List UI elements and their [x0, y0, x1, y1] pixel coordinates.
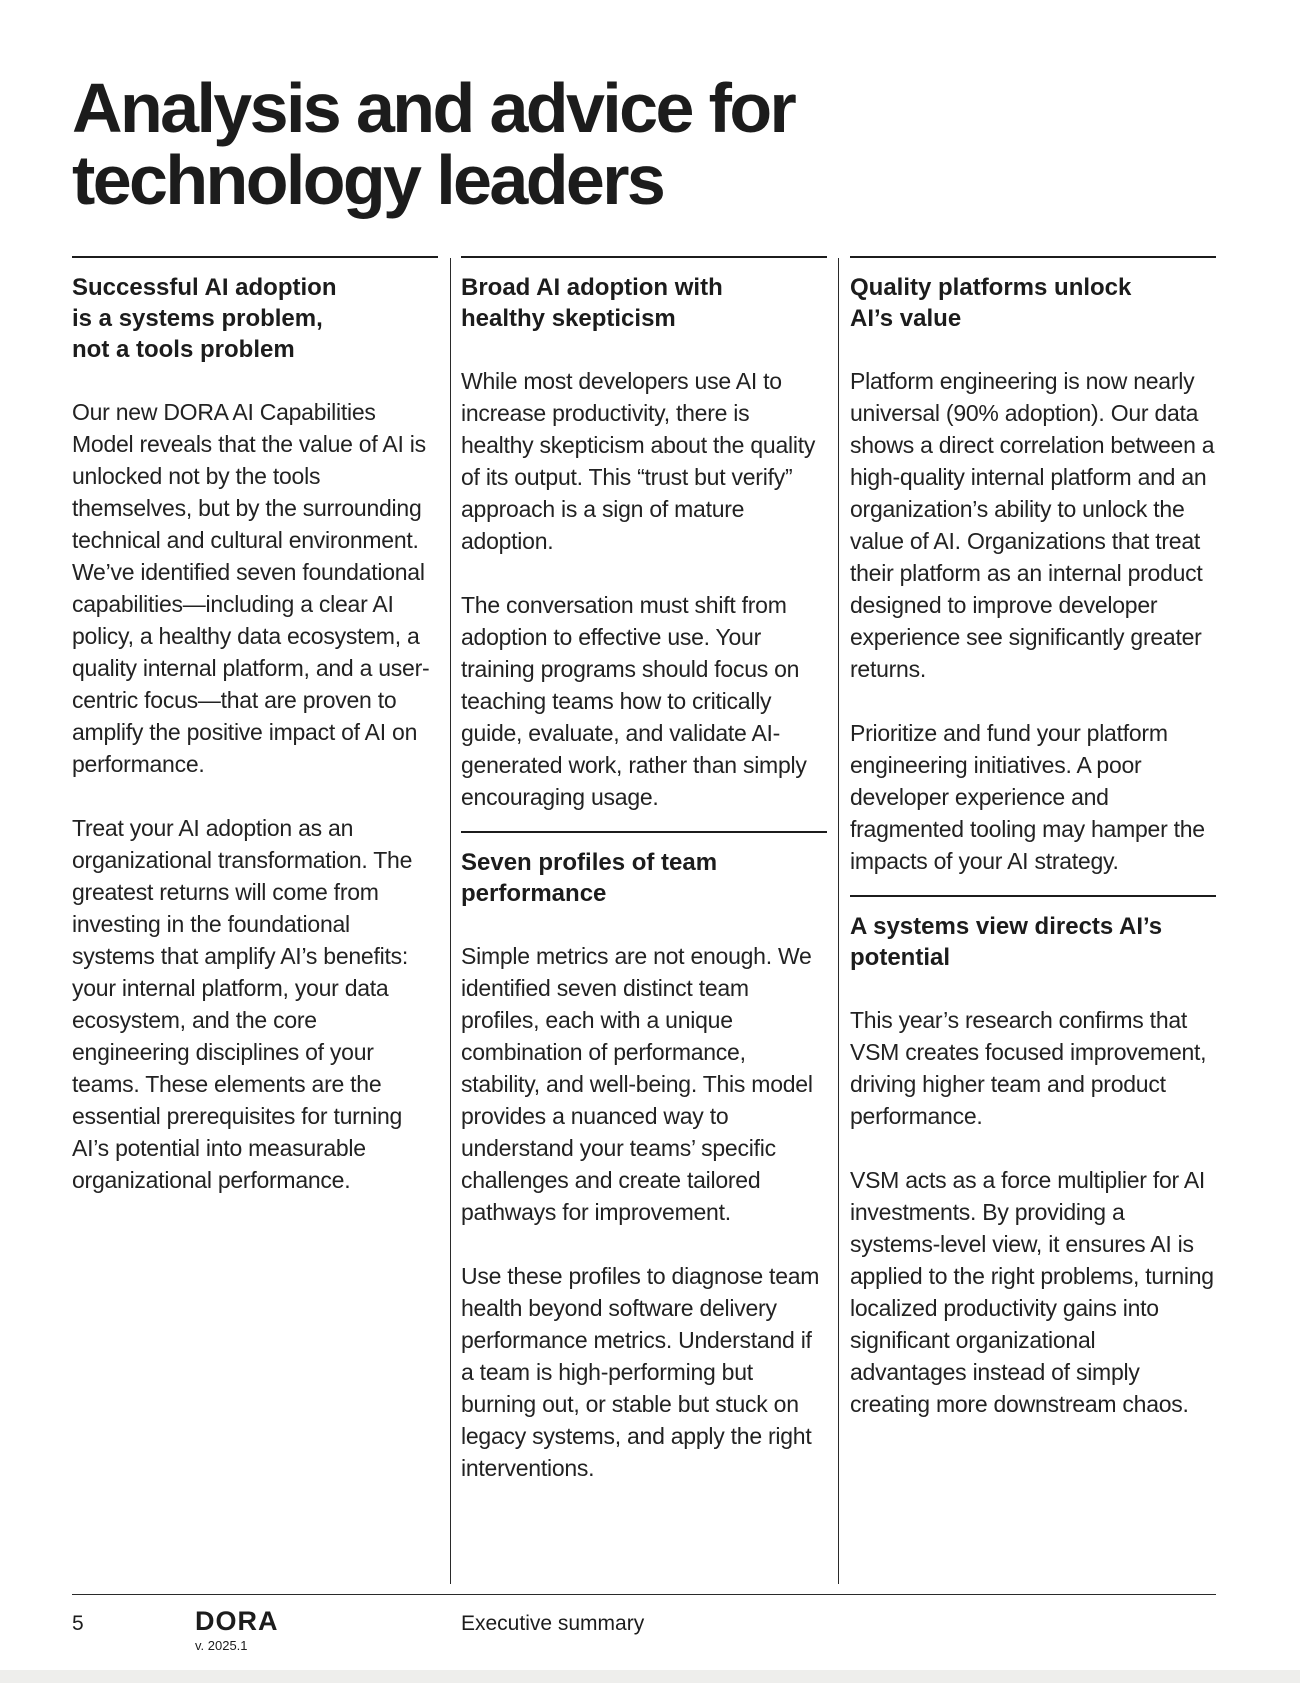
section-heading-line: Broad AI adoption with — [461, 274, 723, 301]
section-heading-line: AI’s value — [850, 305, 962, 332]
section-paragraph: Treat your AI adoption as an organizational transformation. The greatest returns will come from investing in the foundational systems that amplify AI’s benefits: your internal platform, your data ecosystem, and the core engineering disciplines of your teams. These elements are the essential prerequisites for turning AI’s potential into measurable organizational performance. — [72, 815, 413, 1193]
section-heading — [850, 272, 1216, 334]
page-number: 5 — [72, 1612, 84, 1635]
section-heading-line: potential — [850, 944, 950, 971]
section-paragraph: While most developers use AI to increase productivity, there is healthy skepticism about the quality of its output. This “trust but verify” approach is a sign of mature adoption. — [461, 368, 816, 554]
brand-version: v. 2025.1 — [195, 1638, 248, 1653]
section-heading-line: performance — [461, 880, 607, 907]
footer-section-label: Executive summary — [461, 1612, 645, 1635]
section-ai-adoption-systems — [72, 258, 438, 1196]
section-paragraph: Use these profiles to diagnose team health beyond software delivery performance metrics. Understand if a team is high-performing but burning out, or stable but stuck on legacy systems, and apply the right interventions. — [461, 1263, 820, 1481]
column-3 — [850, 256, 1216, 1420]
section-heading — [72, 272, 438, 365]
section-paragraph: Simple metrics are not enough. We identified seven distinct team profiles, each with a unique combination of performance, stability, and well-being. This model provides a nuanced way to understand your teams’ specific challenges and create tailored pathways for improvement. — [461, 943, 813, 1225]
section-paragraph: Prioritize and fund your platform engineering initiatives. A poor developer experience and fragmented tooling may hamper the impacts of your AI strategy. — [850, 720, 1205, 874]
viewer-background — [0, 1670, 1300, 1683]
section-heading-line: Successful AI adoption — [72, 274, 337, 301]
section-paragraph: Our new DORA AI Capabilities Model reveals that the value of AI is unlocked not by the tools themselves, but by the surrounding technical and cultural environment. We’ve identified seven foundational capabilities—including a clear AI policy, a healthy data ecosystem, a quality internal platform, and a user-centric focus—that are proven to amplify the positive impact of AI on performance. — [72, 399, 430, 777]
section-broad-ai-adoption — [461, 258, 827, 813]
dora-logo — [195, 1606, 279, 1653]
column-1 — [72, 256, 438, 1196]
section-quality-platforms — [850, 258, 1216, 877]
section-systems-view — [850, 895, 1216, 1420]
column-divider — [450, 258, 451, 1584]
section-paragraph: The conversation must shift from adoption to effective use. Your training programs should focus on teaching teams how to critically guide, evaluate, and validate AI-generated work, rather than simply encouraging usage. — [461, 592, 807, 810]
section-heading — [461, 847, 827, 909]
section-heading-line: A systems view directs AI’s — [850, 913, 1163, 940]
section-heading — [850, 911, 1216, 973]
footer-divider — [72, 1594, 1216, 1595]
section-heading-line: healthy skepticism — [461, 305, 676, 332]
page-title-line: Analysis and advice for — [72, 69, 795, 147]
column-2 — [461, 256, 827, 1484]
section-heading — [461, 272, 827, 334]
brand-name: DORA — [195, 1606, 279, 1636]
section-paragraph: This year’s research confirms that VSM creates focused improvement, driving higher team and product performance. — [850, 1007, 1207, 1129]
section-heading-line: Seven profiles of team — [461, 849, 718, 876]
section-seven-profiles — [461, 831, 827, 1484]
page-title — [72, 69, 972, 219]
page-title-line: technology leaders — [72, 141, 664, 219]
section-heading-line: is a systems problem, — [72, 305, 323, 332]
section-heading-line: Quality platforms unlock — [850, 274, 1132, 301]
section-heading-line: not a tools problem — [72, 336, 295, 363]
section-paragraph: Platform engineering is now nearly universal (90% adoption). Our data shows a direct correlation between a high-quality internal platform and an organization’s ability to unlock the value of AI. Organizations that treat their platform as an internal product designed to improve developer experience see significantly greater returns. — [850, 368, 1215, 682]
section-paragraph: VSM acts as a force multiplier for AI investments. By providing a systems-level view, it ensures AI is applied to the right problems, turning localized productivity gains into significant organizational advantages instead of simply creating more downstream chaos. — [850, 1167, 1214, 1417]
column-divider — [838, 258, 839, 1584]
